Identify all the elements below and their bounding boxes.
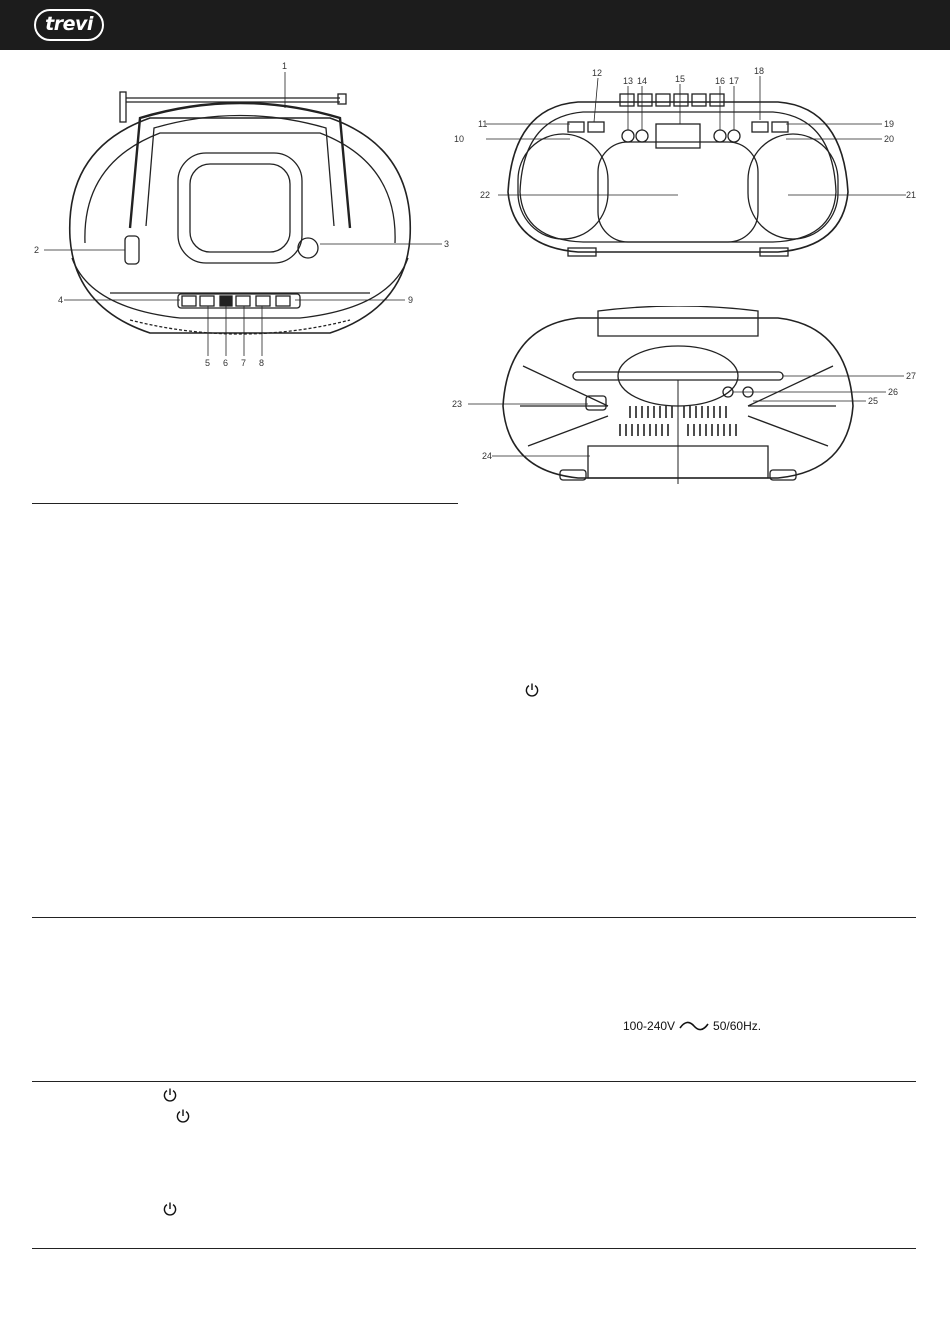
power-spec: [623, 1019, 761, 1033]
callout-10: 10: [454, 134, 465, 144]
power-icon: [162, 1201, 178, 1217]
callout-6: 6: [223, 358, 229, 368]
callout-20: 20: [884, 134, 895, 144]
callout-11: 11: [478, 119, 488, 129]
callout-9: 9: [408, 295, 414, 305]
figure-front-view: [30, 58, 450, 378]
callout-16: 16: [715, 76, 726, 86]
callout-13: 13: [623, 76, 634, 86]
callout-18: 18: [754, 66, 765, 76]
top-view-drawing: [448, 62, 918, 272]
callout-27: 27: [906, 371, 917, 381]
callout-26: 26: [888, 387, 899, 397]
section-divider-3: [32, 1081, 916, 1082]
callout-23: 23: [452, 399, 463, 409]
trevi-logo: trevi: [34, 9, 104, 41]
callout-12: 12: [592, 68, 603, 78]
callout-21: 21: [906, 190, 917, 200]
callout-5: 5: [205, 358, 211, 368]
section-divider-2: [32, 917, 916, 918]
power-icon: [175, 1108, 191, 1124]
callout-14: 14: [637, 76, 648, 86]
power-icon: [162, 1087, 178, 1103]
callout-1: 1: [282, 61, 288, 71]
antenna-icon: [120, 92, 126, 122]
section-divider-4: [32, 1248, 916, 1249]
header-bar: [0, 0, 950, 50]
section-divider-1: [32, 503, 458, 504]
callout-24: 24: [482, 451, 493, 461]
power-icon: [524, 682, 540, 698]
back-view-drawing: [448, 306, 918, 492]
frequency-value: 50/60Hz.: [713, 1019, 762, 1033]
callout-2: 2: [34, 245, 40, 255]
figure-back-view: [448, 306, 918, 492]
ac-wave-icon: [679, 1020, 709, 1032]
callout-4: 4: [58, 295, 64, 305]
callout-7: 7: [241, 358, 247, 368]
front-view-drawing: [30, 58, 450, 378]
callout-3: 3: [444, 239, 450, 249]
callout-15: 15: [675, 74, 686, 84]
callout-22: 22: [480, 190, 491, 200]
figure-top-view: [448, 62, 918, 272]
callout-17: 17: [729, 76, 740, 86]
callout-19: 19: [884, 119, 895, 129]
callout-25: 25: [868, 396, 879, 406]
voltage-value: 100-240V: [623, 1019, 676, 1033]
callout-8: 8: [259, 358, 265, 368]
